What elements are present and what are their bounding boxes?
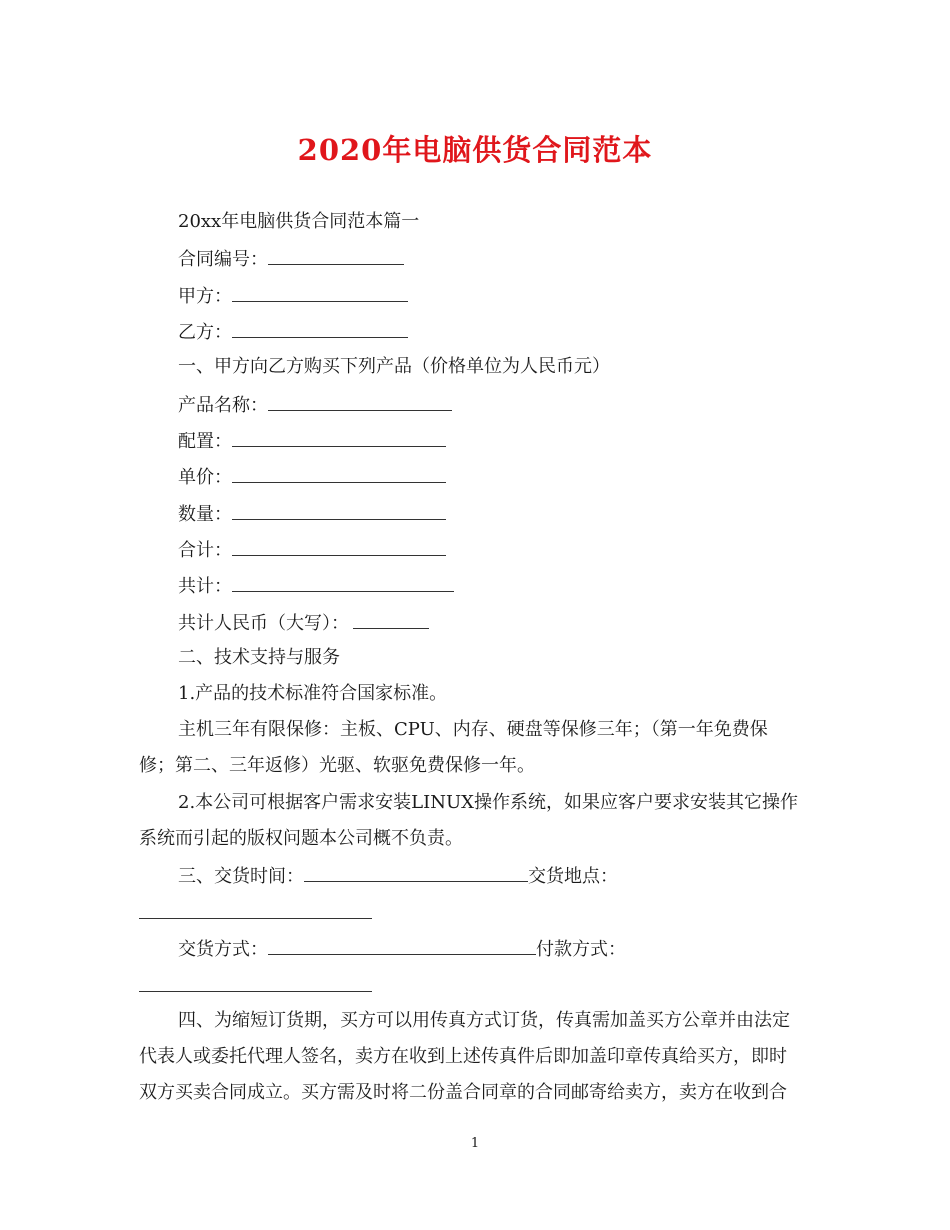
delivery-place-blank [139, 918, 372, 919]
delivery-time-field [178, 863, 618, 889]
total-rmb-field [178, 610, 429, 636]
delivery-time-label: 三、交货时间： [178, 866, 304, 887]
product-name-blank [268, 392, 452, 411]
subtotal-field [178, 537, 446, 563]
section4-line3: 双方买卖合同成立。买方需及时将二份盖合同章的合同邮寄给卖方，卖方在收到合 [139, 1082, 787, 1103]
config-label: 配置： [178, 431, 232, 452]
section2-heading: 二、技术支持与服务 [178, 647, 340, 668]
product-name-label: 产品名称： [178, 395, 268, 416]
delivery-place-label: 交货地点： [528, 866, 618, 887]
payment-method-label: 付款方式： [536, 939, 626, 960]
party-b-label: 乙方： [178, 322, 232, 343]
subtotal-blank [232, 537, 446, 556]
document-title: 2020年电脑供货合同范本 [297, 133, 653, 167]
delivery-method-blank [268, 936, 536, 955]
total-rmb-blank [353, 610, 429, 629]
unit-price-field [178, 464, 446, 490]
total-blank [232, 573, 454, 592]
delivery-time-blank [304, 863, 528, 882]
contract-number-field [178, 246, 404, 272]
payment-method-blank [139, 991, 372, 992]
unit-price-label: 单价： [178, 467, 232, 488]
total-rmb-label: 共计人民币（大写）： [178, 613, 349, 634]
unit-price-blank [232, 464, 446, 483]
subtitle: 20xx年电脑供货合同范本篇一 [178, 211, 420, 232]
party-a-label: 甲方： [178, 286, 232, 307]
party-b-blank [232, 319, 408, 338]
product-name-field [178, 392, 452, 418]
section4-line2: 代表人或委托代理人签名，卖方在收到上述传真件后即加盖印章传真给买方，即时 [139, 1046, 787, 1067]
total-field [178, 573, 454, 599]
page-number: 1 [470, 1136, 480, 1151]
config-blank [232, 428, 446, 447]
warranty-line2: 修；第二、三年返修）光驱、软驱免费保修一年。 [139, 755, 535, 776]
party-a-blank [232, 283, 408, 302]
contract-number-blank [268, 246, 404, 265]
quantity-field [178, 501, 446, 527]
section2-item2-line1: 2.本公司可根据客户需求安装LINUX操作系统，如果应客户要求安装其它操作 [178, 792, 798, 813]
subtotal-label: 合计： [178, 540, 232, 561]
delivery-method-field [178, 936, 626, 962]
warranty-line1: 主机三年有限保修：主板、CPU、内存、硬盘等保修三年；（第一年免费保 [178, 719, 768, 740]
section4-line1: 四、为缩短订货期，买方可以用传真方式订货，传真需加盖买方公章并由法定 [178, 1010, 790, 1031]
delivery-method-label: 交货方式： [178, 939, 268, 960]
section1-heading: 一、甲方向乙方购买下列产品（价格单位为人民币元） [178, 356, 610, 377]
total-label: 共计： [178, 576, 232, 597]
contract-number-label: 合同编号： [178, 249, 268, 270]
party-a-field [178, 283, 408, 309]
quantity-blank [232, 501, 446, 520]
section2-item1: 1.产品的技术标准符合国家标准。 [178, 683, 448, 704]
quantity-label: 数量： [178, 504, 232, 525]
config-field [178, 428, 446, 454]
party-b-field [178, 319, 408, 345]
section2-item2-line2: 系统而引起的版权问题本公司概不负责。 [139, 828, 463, 849]
